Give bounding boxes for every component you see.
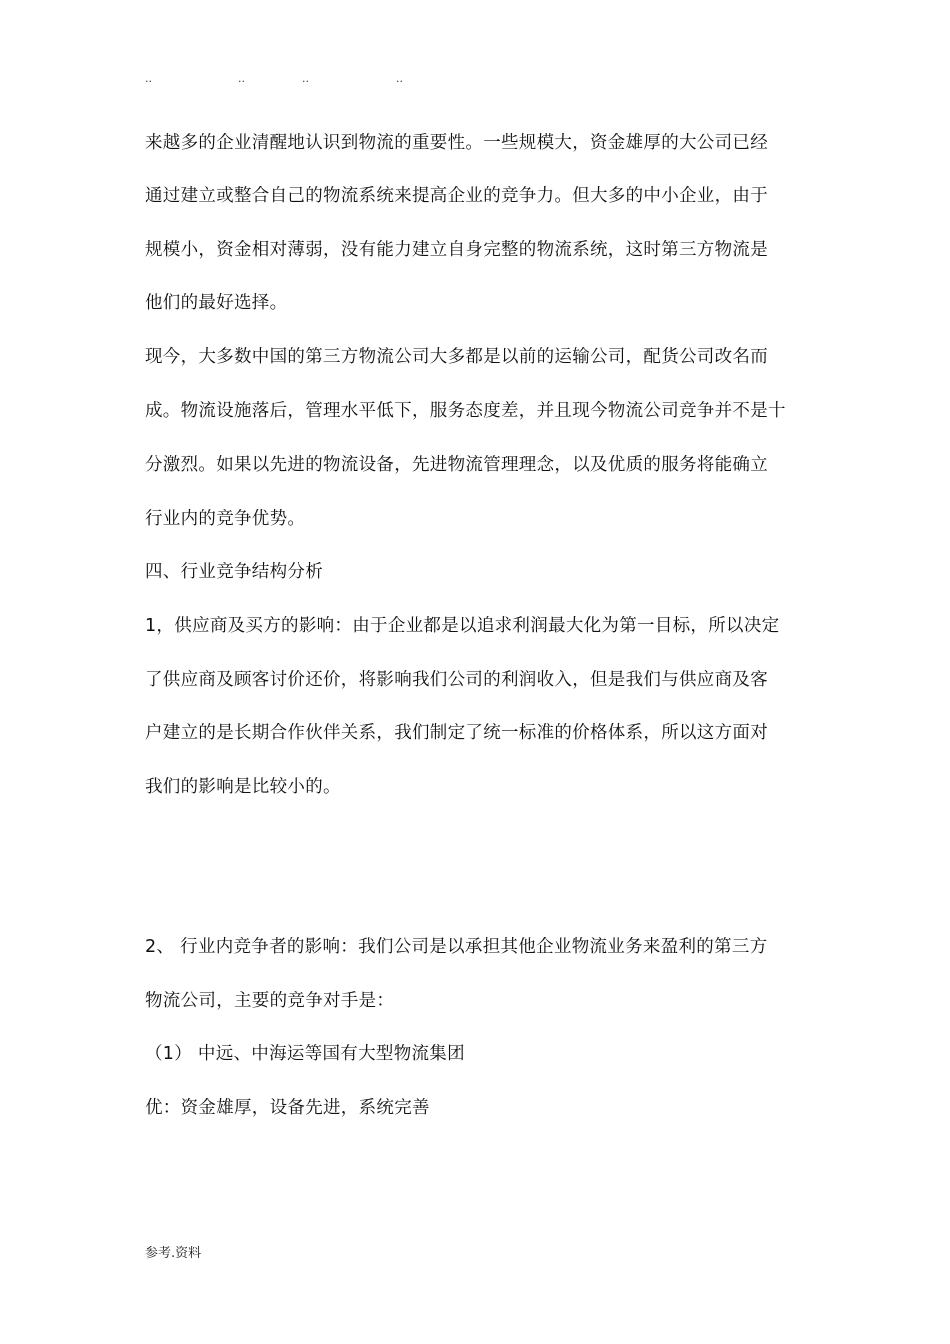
header-marks	[145, 72, 445, 86]
section-heading: 四、行业竞争结构分析	[145, 562, 323, 582]
paragraph-line: 来越多的企业清醒地认识到物流的重要性。一些规模大，资金雄厚的大公司已经	[145, 133, 768, 153]
header-mark: ..	[396, 72, 403, 85]
paragraph-line: 物流公司，主要的竞争对手是：	[145, 991, 395, 1011]
paragraph-line: 1，供应商及买方的影响：由于企业都是以追求利润最大化为第一目标，所以决定	[145, 616, 780, 636]
list-item: （1） 中远、中海运等国有大型物流集团	[145, 1044, 465, 1064]
paragraph-line: 优：资金雄厚，设备先进，系统完善	[145, 1098, 430, 1118]
page-footer: 参考.资料	[145, 1246, 202, 1261]
header-mark: ..	[238, 72, 245, 85]
paragraph-line: 通过建立或整合自己的物流系统来提高企业的竞争力。但大多的中小企业，由于	[145, 186, 768, 206]
paragraph-line: 分激烈。如果以先进的物流设备，先进物流管理理念，以及优质的服务将能确立	[145, 455, 768, 475]
paragraph-line: 行业内的竞争优势。	[145, 509, 306, 529]
paragraph-line: 现今，大多数中国的第三方物流公司大多都是以前的运输公司，配货公司改名而	[145, 347, 768, 367]
paragraph-line: 我们的影响是比较小的。	[145, 777, 341, 797]
paragraph-line: 户建立的是长期合作伙伴关系，我们制定了统一标准的价格体系，所以这方面对	[145, 723, 768, 743]
paragraph-line: 成。物流设施落后，管理水平低下，服务态度差，并且现今物流公司竞争并不是十	[145, 401, 786, 421]
paragraph-line: 规模小，资金相对薄弱，没有能力建立自身完整的物流系统，这时第三方物流是	[145, 240, 768, 260]
header-mark: ..	[145, 72, 152, 85]
paragraph-line: 了供应商及顾客讨价还价，将影响我们公司的利润收入，但是我们与供应商及客	[145, 670, 768, 690]
paragraph-line: 2、 行业内竞争者的影响：我们公司是以承担其他企业物流业务来盈利的第三方	[145, 937, 768, 957]
header-mark: ..	[302, 72, 309, 85]
paragraph-line: 他们的最好选择。	[145, 293, 288, 313]
